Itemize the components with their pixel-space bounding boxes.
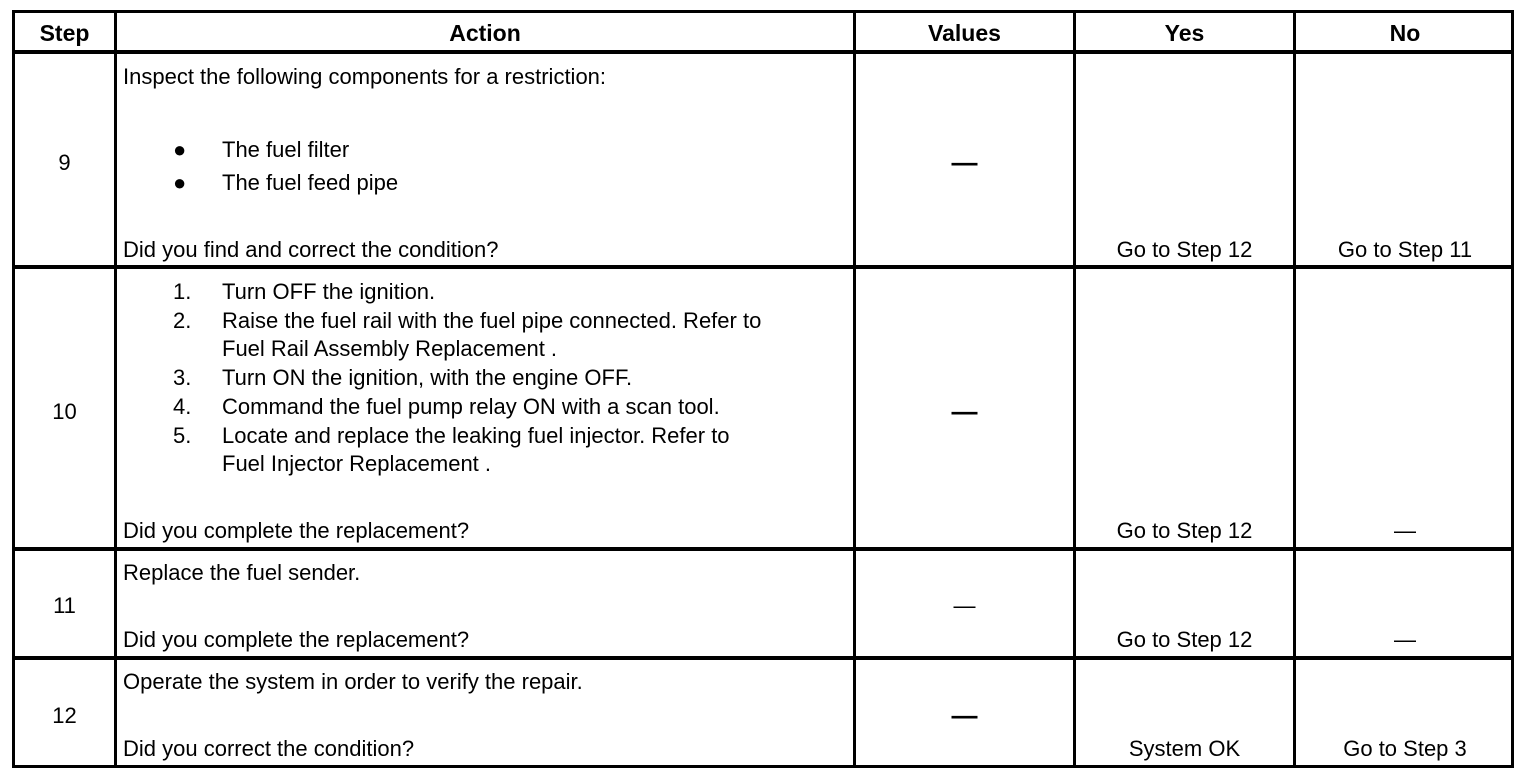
list-item: Turn ON the ignition, with the engine OFF. <box>222 365 633 390</box>
step-number: 11 <box>53 593 76 618</box>
step-number: 9 <box>58 150 71 175</box>
yes-cell: Go to Step 12 <box>1116 627 1253 652</box>
row-divider <box>15 265 1511 269</box>
list-item: Raise the fuel rail with the fuel pipe connected. Refer to <box>222 308 762 333</box>
header-values: Values <box>928 19 1001 46</box>
no-cell: — <box>1394 627 1416 652</box>
no-cell: — <box>1394 518 1416 543</box>
header-step: Step <box>39 19 90 46</box>
list-number: 3. <box>173 365 192 390</box>
list-number: 5. <box>173 423 192 448</box>
row-divider <box>15 547 1511 551</box>
bullet-icon: ● <box>173 170 187 195</box>
list-number: 1. <box>173 279 192 304</box>
action-intro: Operate the system in order to verify the repair. <box>123 669 583 694</box>
header-action: Action <box>449 19 521 46</box>
column-divider <box>853 13 856 765</box>
header-yes: Yes <box>1164 19 1205 46</box>
diagnostic-table <box>12 10 1514 768</box>
list-item: Locate and replace the leaking fuel injector. Refer to <box>222 423 730 448</box>
list-number: 4. <box>173 394 192 419</box>
value-cell: — <box>951 700 978 730</box>
no-cell: Go to Step 3 <box>1343 736 1467 761</box>
yes-cell: Go to Step 12 <box>1116 237 1253 262</box>
step-number: 12 <box>52 703 77 728</box>
list-item-continuation: Fuel Rail Assembly Replacement . <box>222 336 558 361</box>
list-item: The fuel feed pipe <box>222 170 399 195</box>
action-question: Did you correct the condition? <box>123 736 415 761</box>
column-divider <box>114 13 117 765</box>
action-question: Did you find and correct the condition? <box>123 237 499 262</box>
list-number: 2. <box>173 308 192 333</box>
action-intro: Inspect the following components for a restriction: <box>123 64 607 89</box>
row-divider <box>15 656 1511 660</box>
list-item: Turn OFF the ignition. <box>222 279 436 304</box>
list-item: Command the fuel pump relay ON with a scan tool. <box>222 394 720 419</box>
bullet-icon: ● <box>173 137 187 162</box>
list-item: The fuel filter <box>222 137 350 162</box>
yes-cell: Go to Step 12 <box>1116 518 1253 543</box>
action-intro: Replace the fuel sender. <box>123 560 361 585</box>
list-item-continuation: Fuel Injector Replacement . <box>222 451 492 476</box>
yes-cell: System OK <box>1128 736 1241 761</box>
value-cell: — <box>951 147 978 177</box>
action-question: Did you complete the replacement? <box>123 518 470 543</box>
action-question: Did you complete the replacement? <box>123 627 470 652</box>
header-no: No <box>1389 19 1421 46</box>
value-cell: — <box>951 396 978 426</box>
step-number: 10 <box>52 399 77 424</box>
value-cell: — <box>953 593 976 618</box>
no-cell: Go to Step 11 <box>1337 237 1473 262</box>
